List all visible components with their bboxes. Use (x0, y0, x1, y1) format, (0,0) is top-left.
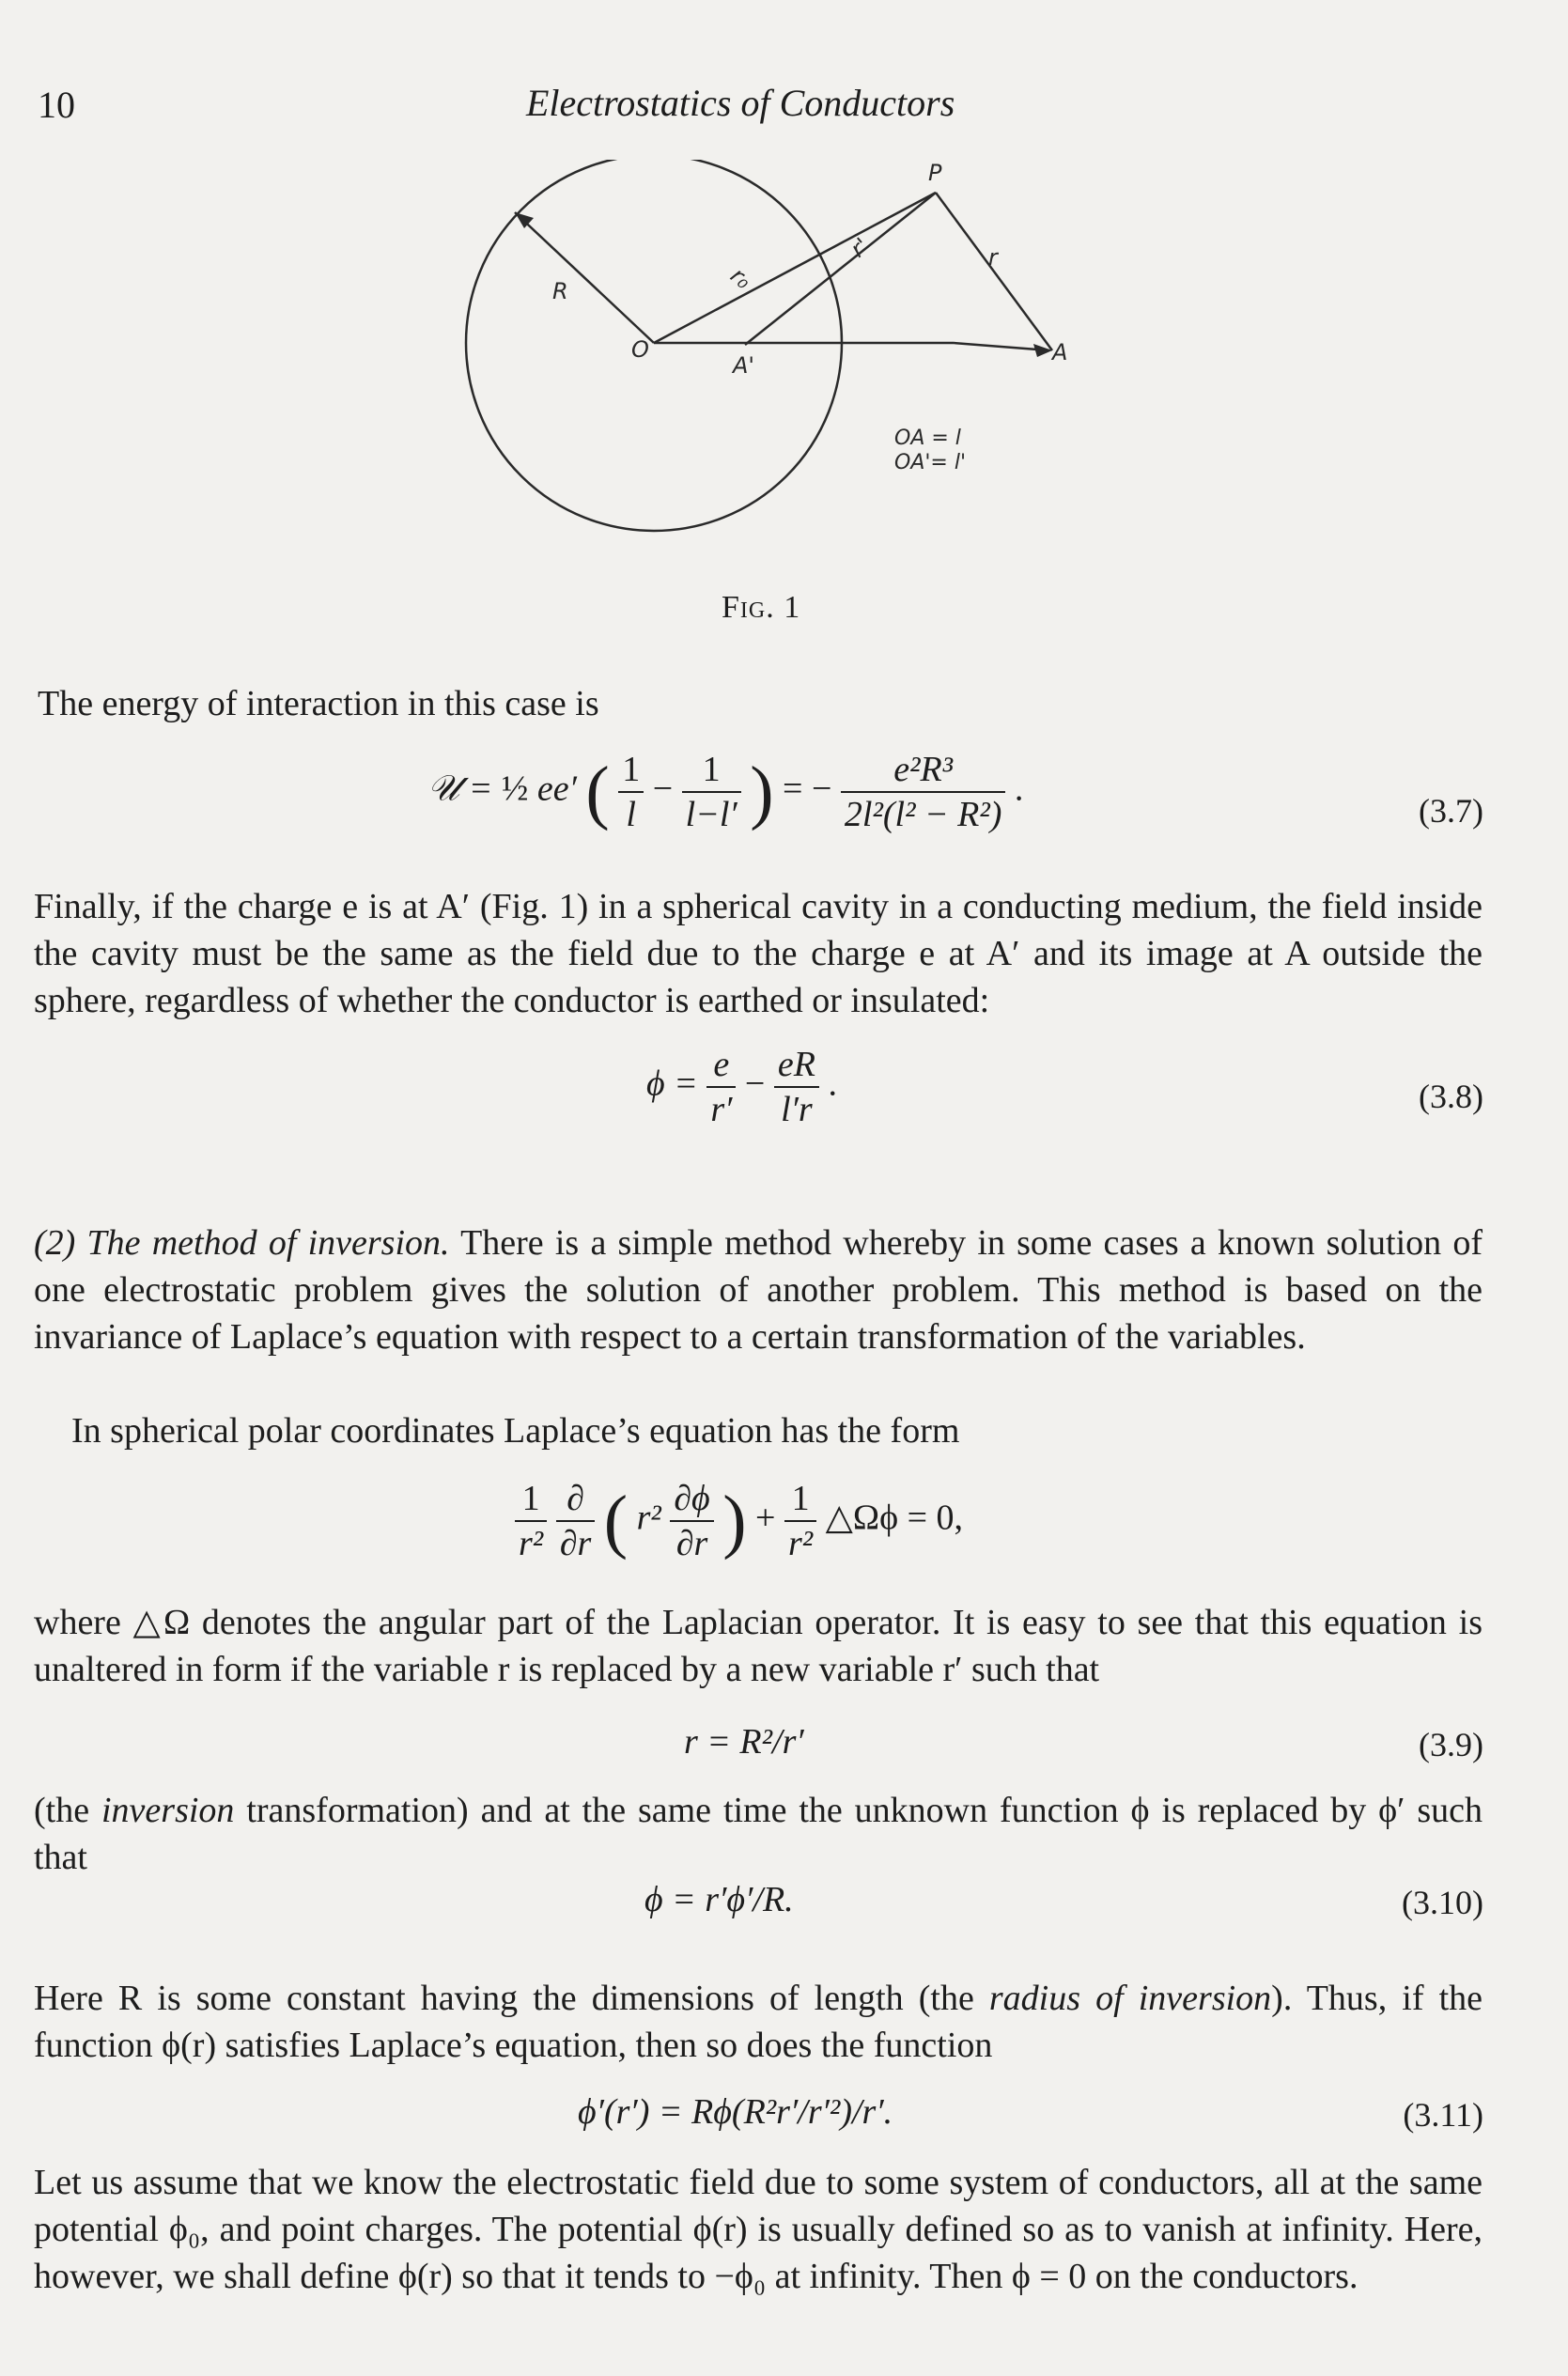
laplace-lparen: ( (603, 1482, 629, 1561)
label-O: O (631, 336, 649, 363)
eq37-ee: ee′ (536, 769, 577, 809)
laplace-tail: △Ωϕ = 0, (825, 1498, 964, 1538)
laplace-plus: + (755, 1498, 776, 1538)
label-OA-prime: OA'= l' (894, 451, 967, 474)
equation-number-3-11: (3.11) (1403, 2096, 1483, 2134)
eq37-rparen: ) (750, 753, 774, 831)
eq38-dot: . (828, 1064, 837, 1104)
eq37-half: ½ (501, 769, 529, 809)
laplace-frac2: $\frac{\partial}{\partial r}$ (556, 1477, 596, 1565)
label-A: A (1052, 339, 1068, 365)
equation-3-11: ϕ′(r′) = Rϕ(R²r′/r′²)/r′. (578, 2092, 893, 2132)
label-r0: r₀ (725, 262, 757, 295)
equation-number-3-9: (3.9) (1419, 1726, 1483, 1763)
label-A-prime: A' (733, 352, 755, 379)
figure-1-diagram (413, 160, 1127, 592)
page-number: 10 (38, 84, 75, 126)
label-r-prime: r' (845, 232, 875, 263)
eq37-dot: . (1014, 769, 1024, 809)
eq37-lparen: ( (585, 753, 610, 831)
eq37-equals: = − (783, 769, 832, 809)
paragraph-energy-intro: The energy of interaction in this case is (38, 684, 599, 723)
line-r0 (654, 193, 936, 343)
equation-number-3-10: (3.10) (1402, 1884, 1483, 1921)
running-title: Electrostatics of Conductors (526, 82, 955, 124)
label-R: R (552, 278, 568, 304)
laplace-frac1: $\frac{1}{\text{r²}}$ (515, 1477, 547, 1565)
equation-number-3-7: (3.7) (1419, 792, 1483, 830)
laplace-frac3: $\frac{\partial\phi}{\partial r}$ (670, 1477, 713, 1565)
paragraph-conductors-potential: Let us assume that we know the electrostatic field due to some system of conductors, all at the same potential ϕ₀, and point charges. The potential ϕ(r) is usually defined so as to vanish at infinity. Here, however, we shall define ϕ(r) so that it tends to −ϕ₀ at infinity. Then ϕ = 0 on the conductors. (34, 2163, 1483, 2296)
paragraph-spherical-coords: In spherical polar coordinates Laplace’s equation has the form (71, 1411, 960, 1451)
eq37-frac1: $\frac{1}{l}$ (618, 748, 644, 836)
equation-3-10: ϕ = r′ϕ′/R. (644, 1880, 794, 1919)
eq38-lhs: ϕ = (646, 1064, 707, 1104)
equation-number-3-8: (3.8) (1419, 1078, 1483, 1115)
eq37-U: 𝒰 = (427, 769, 502, 809)
eq38-frac2: $\frac{eR}{l'r}$ (774, 1043, 819, 1131)
label-OA: OA = l (894, 427, 961, 450)
eq38-minus: − (744, 1064, 766, 1104)
equation-laplace (515, 1477, 963, 1565)
inversion-term: inversion (101, 1791, 235, 1830)
laplace-r2: r² (636, 1498, 661, 1538)
paragraph-cavity: Finally, if the charge e is at A′ (Fig. 1) in a spherical cavity in a conducting medium, the field inside the cavity must be the same as the field due to the charge e at A′ and its image at A outside the sphere, regardless of whether the conductor is earthed or insulated: (34, 887, 1483, 1020)
paragraph-inversion-transform: (the inversion transformation) and at the same time the unknown function ϕ is replaced by ϕ′ such that (34, 1791, 1483, 1877)
radius-line (515, 212, 654, 343)
equation-3-7 (427, 748, 1023, 836)
inversion-body: There is a simple method whereby in some cases a known solution of one electrostatic problem gives the solution of another problem. This method is based on the invariance of Laplace’s equation with respect to a certain transformation of the variables. (34, 1223, 1483, 1357)
inversion-heading: (2) The method of inversion. (34, 1223, 450, 1263)
paragraph-angular-part: where △Ω denotes the angular part of the Laplacian operator. It is easy to see that this equation is unaltered in form if the variable r is replaced by a new variable r′ such that (34, 1603, 1483, 1689)
equation-3-9: r = R²/r′ (684, 1722, 804, 1762)
label-P: P (928, 160, 942, 186)
radius-term: radius of inversion (988, 1979, 1272, 2018)
laplace-frac4: $\frac{1}{\text{r²}}$ (784, 1477, 816, 1565)
paragraph-radius-of-inversion: Here R is some constant having the dimensions of length (the radius of inversion). Thus, if the function ϕ(r) satisfies Laplace’s equation, then so does the function (34, 1979, 1483, 2065)
label-r: r (988, 244, 998, 271)
line-r (936, 193, 1052, 350)
eq38-frac1: $\frac{e}{r'}$ (706, 1043, 736, 1131)
figure-caption: Fig. 1 (722, 590, 801, 625)
equation-3-8 (646, 1043, 837, 1131)
paragraph-inversion-method (34, 1219, 1483, 1360)
eq37-frac3: $\frac{\text{e²R³}}{\text{2l²(l² − R²)}}$ (841, 748, 1005, 836)
eq37-frac2: $\frac{1}{l-l'}$ (682, 748, 741, 836)
eq37-minus: − (652, 769, 674, 809)
laplace-rparen: ) (722, 1482, 747, 1561)
